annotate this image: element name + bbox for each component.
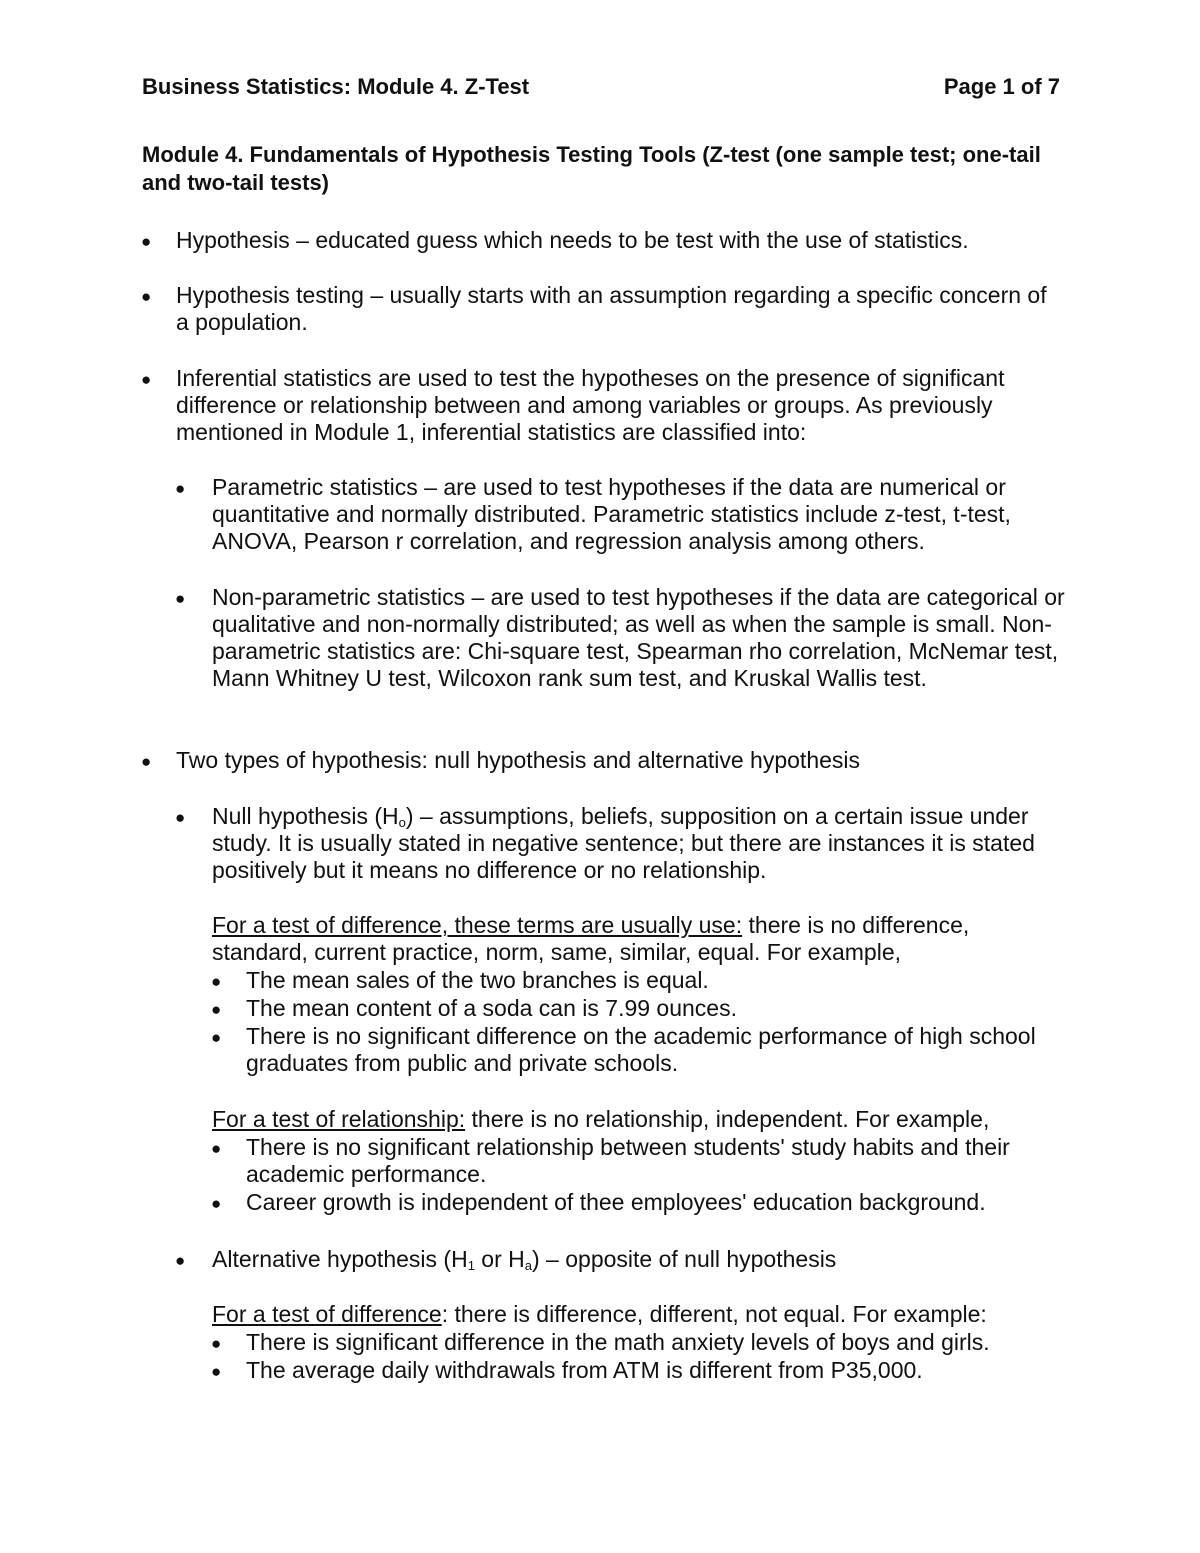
null-relationship-heading: For a test of relationship: — [212, 1106, 466, 1132]
null-subscript: o — [398, 815, 406, 830]
list-item: The mean content of a soda can is 7.99 ounces. — [246, 995, 737, 1021]
null-definition: ) – assumptions, beliefs, supposition on a certain issue under study. It is usually stated in negative sentence; but there are instances it is stated positively but it means no difference or no relationship. — [212, 803, 1035, 883]
bullet-icon: ● — [211, 1194, 222, 1213]
null-relationship-paragraph — [212, 1106, 1052, 1133]
alt-difference-text: : there is difference, different, not equal. For example: — [441, 1301, 987, 1327]
item-hypothesis: Hypothesis – educated guess which needs to be test with the use of statistics. — [176, 227, 969, 253]
alt-subscript-a: a — [524, 1258, 532, 1273]
list-item: The mean sales of the two branches is equal. — [246, 967, 709, 993]
running-header-title: Business Statistics: Module 4. Z-Test — [142, 74, 530, 99]
alt-label-mid: or H — [474, 1246, 525, 1272]
alt-difference-heading: For a test of difference — [212, 1301, 442, 1327]
null-label: Null hypothesis (H — [212, 803, 399, 829]
bullet-icon: ● — [141, 232, 152, 251]
bullet-icon: ● — [141, 370, 152, 389]
alt-definition: ) – opposite of null hypothesis — [532, 1246, 837, 1272]
alt-label: Alternative hypothesis (H — [212, 1246, 468, 1272]
list-item: There is no significant difference on the academic performance of high school graduates from public and private schools. — [246, 1023, 1036, 1076]
null-difference-paragraph — [212, 912, 1032, 966]
bullet-icon: ● — [141, 287, 152, 306]
bullet-icon: ● — [211, 1000, 222, 1019]
list-item: Career growth is independent of thee employees' education background. — [246, 1189, 986, 1215]
module-title: Module 4. Fundamentals of Hypothesis Testing Tools (Z-test (one sample test; one-tail and two-tail tests) — [142, 142, 1041, 195]
list-item: There is no significant relationship between students' study habits and their academic performance. — [246, 1134, 1010, 1187]
item-nonparametric: Non-parametric statistics – are used to test hypotheses if the data are categorical or qualitative and non-normally distributed; as well as when the sample is small. Non-parametric statistics are: Chi-square test, Spearman rho correlation, McNemar test, Mann Whitney U test, Wilcoxon rank sum test, and Kruskal Wallis test. — [212, 584, 1065, 691]
list-item: There is significant difference in the math anxiety levels of boys and girls. — [246, 1329, 990, 1355]
bullet-icon: ● — [141, 752, 152, 771]
bullet-icon: ● — [175, 808, 186, 827]
alt-subscript-1: 1 — [467, 1258, 475, 1273]
bullet-icon: ● — [175, 1251, 186, 1270]
null-difference-heading: For a test of difference, these terms are usually use: — [212, 912, 743, 938]
item-null-hypothesis — [212, 803, 1072, 884]
bullet-icon: ● — [175, 589, 186, 608]
bullet-icon: ● — [175, 479, 186, 498]
null-relationship-text: there is no relationship, independent. For example, — [465, 1106, 990, 1132]
item-parametric: Parametric statistics – are used to test hypotheses if the data are numerical or quantitative and normally distributed. Parametric statistics include z-test, t-test, ANOVA, Pearson r correlation, and regression analysis among others. — [212, 474, 1011, 554]
item-alternative-hypothesis — [212, 1246, 1072, 1273]
bullet-icon: ● — [211, 1139, 222, 1158]
item-hypothesis-testing: Hypothesis testing – usually starts with an assumption regarding a specific concern of a population. — [176, 282, 1047, 335]
item-inferential: Inferential statistics are used to test the hypotheses on the presence of significant difference or relationship between and among variables or groups. As previously mentioned in Module 1, inferential statistics are classified into: — [176, 365, 1005, 445]
list-item: The average daily withdrawals from ATM is different from P35,000. — [246, 1357, 923, 1383]
alt-difference-paragraph — [212, 1301, 1072, 1328]
page-number: Page 1 of 7 — [943, 74, 1060, 99]
bullet-icon: ● — [211, 1334, 222, 1353]
item-two-types: Two types of hypothesis: null hypothesis and alternative hypothesis — [176, 747, 861, 773]
bullet-icon: ● — [211, 1028, 222, 1047]
bullet-icon: ● — [211, 972, 222, 991]
bullet-icon: ● — [211, 1362, 222, 1381]
null-difference-text: there is no difference, standard, current practice, norm, same, similar, equal. For example, — [212, 912, 970, 965]
